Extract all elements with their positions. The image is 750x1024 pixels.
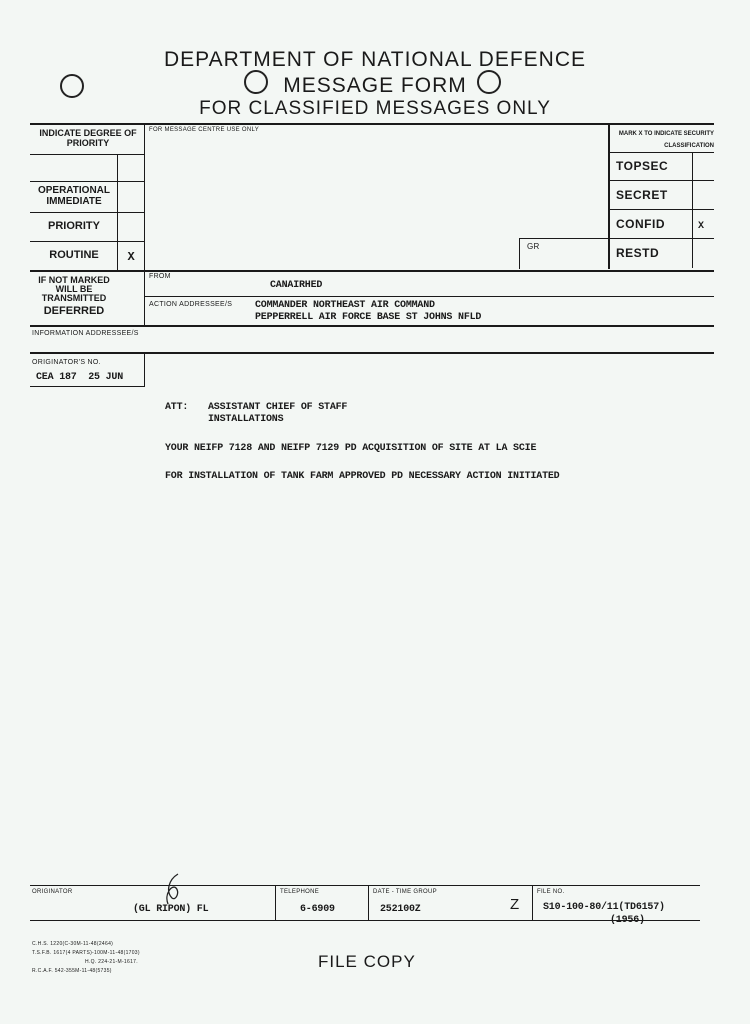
footer-divider-dtg bbox=[368, 885, 369, 920]
print-code-2: T.S.F.B. 1617(4 PARTS)-100M-11-48(1703) bbox=[32, 950, 140, 956]
footer-dtg-value: 252100Z bbox=[380, 904, 421, 915]
grid-action-bottom-line bbox=[30, 325, 714, 327]
body-text-line-2: FOR INSTALLATION OF TANK FARM APPROVED PD NECESSARY ACTION INITIATED bbox=[165, 471, 560, 482]
body-att-line-1: ASSISTANT CHIEF OF STAFF bbox=[208, 402, 348, 413]
message-centre-label: FOR MESSAGE CENTRE USE ONLY bbox=[149, 127, 260, 133]
form-title-message-form: MESSAGE FORM bbox=[283, 74, 467, 97]
security-label-secret: SECRET bbox=[616, 188, 668, 202]
signature-mark bbox=[150, 870, 210, 910]
information-addressee-label: INFORMATION ADDRESSEE/S bbox=[32, 330, 139, 337]
from-value: CANAIRHED bbox=[270, 280, 323, 291]
grid-originator-no-line bbox=[30, 386, 145, 387]
footer-telephone-label: TELEPHONE bbox=[280, 889, 320, 895]
grid-security-divider bbox=[608, 123, 610, 269]
footer-zone-mark: Z bbox=[510, 896, 520, 913]
footer-bottom-line bbox=[30, 920, 700, 921]
security-mark-confid: X bbox=[698, 221, 704, 232]
priority-mark-routine: X bbox=[127, 250, 135, 264]
footer-telephone-value: 6-6909 bbox=[300, 904, 335, 915]
grid-priority-line-1 bbox=[30, 181, 145, 182]
body-att-label: ATT: bbox=[165, 402, 189, 413]
footer-file-year: (1956) bbox=[610, 915, 645, 926]
grid-security-line-1 bbox=[608, 180, 714, 181]
print-code-3: H.Q. 224-21-M-1617. bbox=[85, 959, 138, 965]
priority-header: INDICATE DEGREE OF PRIORITY bbox=[39, 128, 137, 148]
gr-label: GR bbox=[527, 242, 540, 251]
security-label-confid: CONFID bbox=[616, 217, 665, 231]
priority-label-routine: ROUTINE bbox=[49, 249, 99, 261]
priority-label-priority: PRIORITY bbox=[48, 220, 100, 232]
originator-no-value: CEA 187 25 JUN bbox=[36, 372, 124, 383]
grid-security-line-3 bbox=[608, 238, 714, 239]
form-title-department: DEPARTMENT OF NATIONAL DEFENCE bbox=[163, 48, 587, 71]
grid-top-border bbox=[30, 123, 714, 125]
print-code-4: R.C.A.F. 542-355M-11-48(5735) bbox=[32, 968, 112, 974]
security-label-restd: RESTD bbox=[616, 246, 660, 260]
footer-divider-telephone bbox=[275, 885, 276, 920]
action-addressee-line-2: PEPPERRELL AIR FORCE BASE ST JOHNS NFLD bbox=[255, 312, 482, 323]
footer-file-value: S10-100-80/11(TD6157) bbox=[543, 902, 665, 913]
footer-originator-label: ORIGINATOR bbox=[32, 889, 73, 895]
footer-divider-file bbox=[532, 885, 533, 920]
from-label: FROM bbox=[149, 273, 171, 280]
body-text-line-1: YOUR NEIFP 7128 AND NEIFP 7129 PD ACQUISITION OF SITE AT LA SCIE bbox=[165, 443, 537, 454]
grid-from-bottom-line bbox=[145, 296, 714, 297]
grid-priority-line-2 bbox=[30, 212, 145, 213]
form-title-classified: FOR CLASSIFIED MESSAGES ONLY bbox=[199, 98, 551, 119]
file-copy-label: FILE COPY bbox=[318, 952, 416, 971]
grid-priority-line-3 bbox=[30, 241, 145, 242]
security-label-topsec: TOPSEC bbox=[616, 159, 669, 173]
footer-file-label: FILE NO. bbox=[537, 889, 565, 895]
grid-security-line-2 bbox=[608, 209, 714, 210]
originator-no-label: ORIGINATOR'S NO. bbox=[32, 359, 101, 366]
security-header: MARK X TO INDICATE SECURITY CLASSIFICATION bbox=[618, 131, 714, 149]
priority-label-operational-immediate: OPERATIONAL IMMEDIATE bbox=[37, 185, 111, 207]
print-code-1: C.H.S. 1220(C-30M-11-48(2464) bbox=[32, 941, 114, 947]
body-att-line-2: INSTALLATIONS bbox=[208, 414, 284, 425]
footer-originator-value: (GL RIPON) FL bbox=[133, 904, 209, 915]
priority-default-value: DEFERRED bbox=[43, 305, 105, 317]
grid-security-mark-divider bbox=[692, 152, 693, 268]
grid-originator-no-divider bbox=[144, 354, 145, 387]
grid-gr-divider bbox=[519, 238, 520, 269]
footer-top-line bbox=[30, 885, 700, 886]
action-addressee-label: ACTION ADDRESSEE/S bbox=[149, 301, 233, 308]
action-addressee-line-1: COMMANDER NORTHEAST AIR COMMAND bbox=[255, 300, 435, 311]
footer-dtg-label: DATE - TIME GROUP bbox=[373, 889, 437, 895]
grid-gr-line bbox=[519, 238, 609, 239]
grid-priority-header-line bbox=[30, 154, 145, 155]
grid-information-bottom-line bbox=[30, 352, 714, 354]
grid-from-top-line bbox=[30, 270, 714, 272]
grid-security-header-line bbox=[608, 152, 714, 153]
priority-default-note: IF NOT MARKED WILL BE TRANSMITTED bbox=[38, 275, 110, 303]
